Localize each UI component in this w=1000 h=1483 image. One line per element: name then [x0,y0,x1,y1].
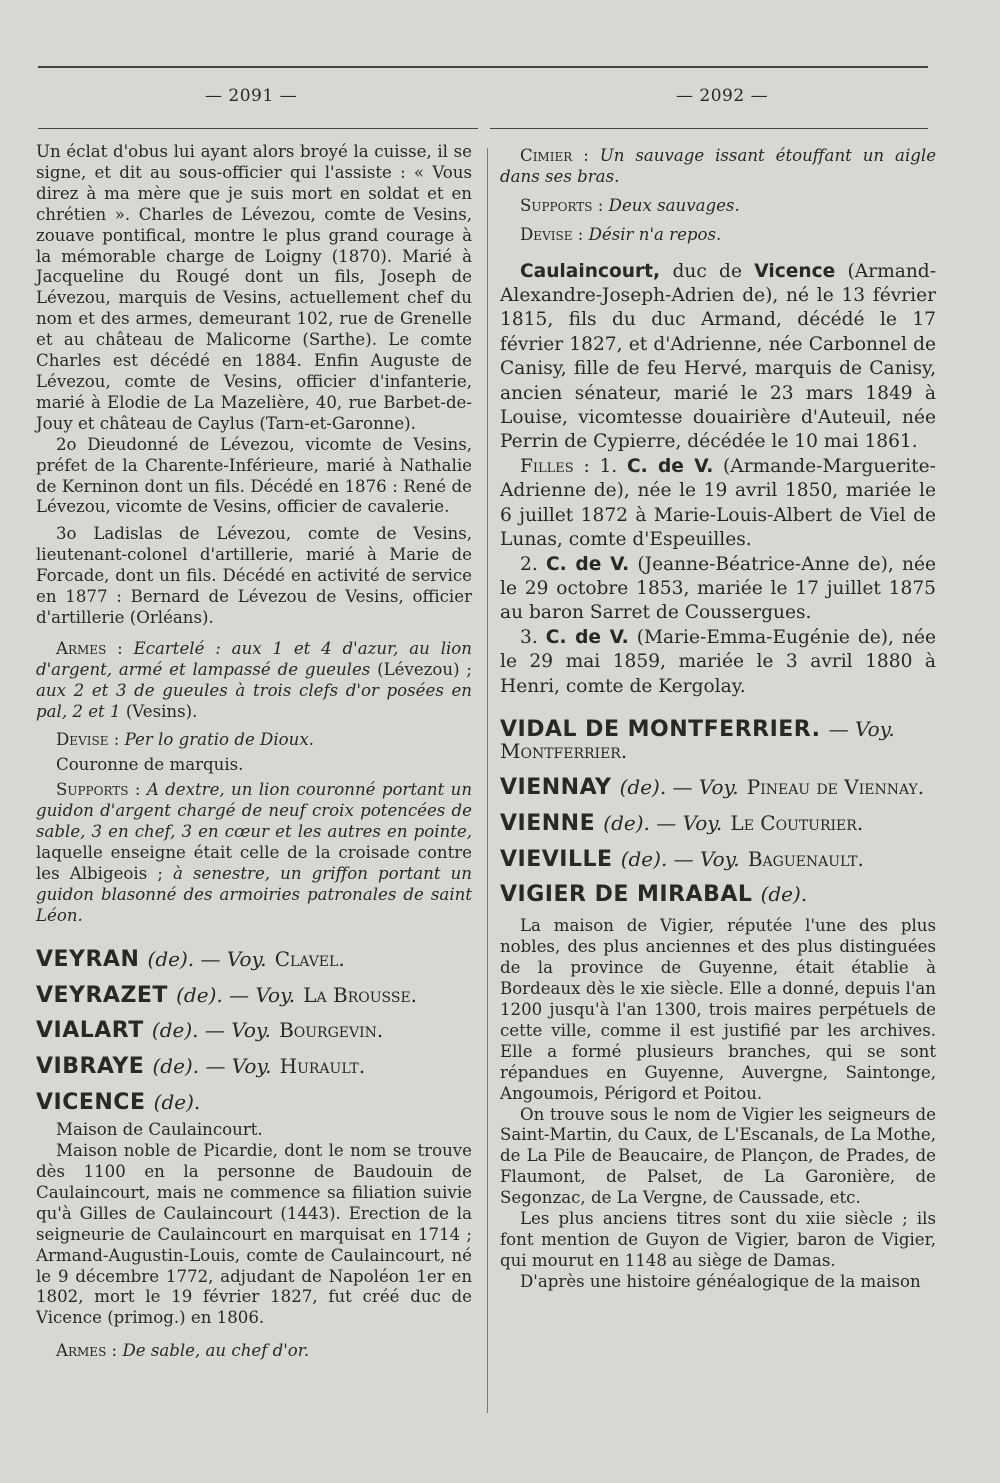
fille-3: 3. C. de V. (Marie-Emma-Eugénie de), née le 29 mai 1859, mariée le 3 avril 1880 à Henri, comte de Kergolay. [500,626,936,697]
entry-vialart: VIALART (de). — Voy. Bourgevin. [36,1018,384,1044]
entry-vienne: VIENNE (de). — Voy. Le Couturier. [500,810,864,836]
armes-label: Armes : [56,638,123,658]
page-number-right: — 2092 — [676,86,769,106]
armes-block: Armes : Ecartelé : aux 1 et 4 d'azur, au lion d'argent, armé et lampassé de gueules (Lévezou) ; aux 2 et 3 de gueules à trois clefs d'or posées en pal, 2 et 1 (Vesins). [36,638,472,721]
paragraph-vigier-1: La maison de Vigier, réputée l'une des plus nobles, des plus anciennes et des plus distinguées de la province de Guyenne, était établie à Bordeaux dès le xie siècle. Elle a donné, depuis l'an 1200 jusqu'à l'an 1300, trois maires perpétuels de cette ville, comme il est justifié par les archives. Elle a formé plusieurs branches, qui se sont répandues en Guyenne, Auvergne, Saintonge, Angoumois, Périgord et Poitou. [500,916,936,1103]
caulaincourt-entry: Caulaincourt, duc de Vicence (Armand-Alexandre-Joseph-Adrien de), né le 13 février 1815, fils du duc Armand, décédé le 17 février 1827, et d'Adrienne, née Carbonnel de Canisy, fille de feu Hervé, marquis de Canisy, ancien sénateur, marié le 23 mars 1849 à Louise, vicomtesse douairière d'Auteuil, née Perrin de Cypierre, décédée le 10 mai 1861. [500,260,936,453]
paragraph-eclat: Un éclat d'obus lui ayant alors broyé la cuisse, il se signe, et dit au sous-officier qui l'assiste : « Vous direz à ma mère que je suis mort en soldat et en chrétien ». Charles de Lévezou, comte de Vesins, zouave pontifical, montre le plus grand courage à la mémorable charge de Loigny (1870). Marié à Jacqueline du Rougé dont un fils, Joseph de Lévezou, marquis de Vesins, actuellement chef du nom et des armes, demeurant 102, rue de Grenelle et au château de Malicorne (Sarthe). Le comte Charles est décédé en 1884. Enfin Auguste de Lévezou, comte de Vesins, officier d'infanterie, marié à Elodie de La Mazelière, 40, rue Barbet-de-Jouy et château de Caylus (Tarn-et-Garonne). [36,142,472,433]
page-number-left: — 2091 — [205,86,298,106]
entry-veyrazet: VEYRAZET (de). — Voy. La Brousse. [36,982,418,1008]
entry-vicence: VICENCE (de). [36,1090,201,1116]
devise-line: Devise : Per lo gratio de Dioux. [56,730,314,750]
paragraph-vigier-3: Les plus anciens titres sont du xiie siècle ; ils font mention de Guyon de Vigier, baron de Vigier, qui mourut en 1148 au siège de Damas. [500,1209,936,1270]
top-rule [38,66,928,68]
paragraph-vigier-2: On trouve sous le nom de Vigier les seigneurs de Saint-Martin, du Caux, de L'Escanals, de La Mothe, de La Pile de Beaucaire, de Plançon, de Prades, de Flaumont, de Palset, de La Garonière, de Segonzac, de La Vergne, de Caussade, etc. [500,1104,936,1208]
paragraph-ladislas: 3o Ladislas de Lévezou, comte de Vesins, lieutenant-colonel d'artillerie, marié à Marie de Forcade, dont un fils. Décédé en activité de service en 1877 : Bernard de Lévezou de Vesins, officier d'artillerie (Orléans). [36,524,472,627]
left-column [36,142,472,1362]
devise-line-right: Devise : Désir n'a repos. [520,224,722,244]
entry-vibraye: VIBRAYE (de). — Voy. Hurault. [36,1054,366,1080]
armes-caulaincourt: Armes : De sable, au chef d'or. [56,1341,310,1361]
header-rule-left [38,128,478,129]
entry-vidal: VIDAL DE MONTFERRIER. — Voy. Montferrier. [500,716,895,763]
entry-veyran: VEYRAN (de). — Voy. Clavel. [36,946,345,972]
supports-line: Supports : Deux sauvages. [520,195,740,215]
fille-2: 2. C. de V. (Jeanne-Béatrice-Anne de), née le 29 octobre 1853, mariée le 17 juillet 1875 au baron Sarret de Coussergues. [500,553,936,624]
right-column [500,146,936,1293]
paragraph-dieudonne: 2o Dieudonné de Lévezou, vicomte de Vesins, préfet de la Charente-Inférieure, marié à Nathalie de Kerninon dont un fils. Décédé en 1876 : René de Lévezou, vicomte de Vesins, officier de cavalerie. [36,434,472,517]
paragraph-vigier-4: D'après une histoire généalogique de la maison [520,1271,921,1291]
cimier-line: Cimier : Un sauvage issant étouffant un aigle dans ses bras. [500,146,937,186]
entry-viennay: VIENNAY (de). — Voy. Pineau de Viennay. [500,774,925,800]
couronne-line: Couronne de marquis. [56,755,244,775]
entry-vigier: VIGIER DE MIRABAL (de). [500,882,808,908]
paragraph-picardie: Maison noble de Picardie, dont le nom se trouve dès 1100 en la personne de Baudouin de Caulaincourt, mais ne commence sa filiation suivie qu'à Gilles de Caulaincourt (1443). Erection de la seigneurie de Caulaincourt en marquisat en 1714 ; Armand-Augustin-Louis, comte de Caulaincourt, né le 9 décembre 1772, adjudant de Napoléon 1er en 1802, mort le 19 février 1827, fut créé duc de Vicence (primog.) en 1806. [36,1141,472,1328]
fille-1: Filles : 1. C. de V. (Armande-Marguerite-Adrienne de), née le 19 avril 1850, mariée le 6 juillet 1872 à Marie-Louis-Albert de Viel de Lunas, comte d'Espeuilles. [500,455,936,551]
entry-vieville: VIEVILLE (de). — Voy. Baguenault. [500,846,864,872]
maison-line: Maison de Caulaincourt. [56,1120,263,1140]
column-divider [487,148,488,1413]
supports-block: Supports : A dextre, un lion couronné portant un guidon d'argent chargé de neuf croix potencées de sable, 3 en chef, 3 en cœur et les autres en pointe, laquelle enseigne était celle de la croisade contre les Albigeois ; à senestre, un griffon portant un guidon blasonné des armoiries patronales de saint Léon. [36,780,473,925]
header-rule-right [490,128,928,129]
